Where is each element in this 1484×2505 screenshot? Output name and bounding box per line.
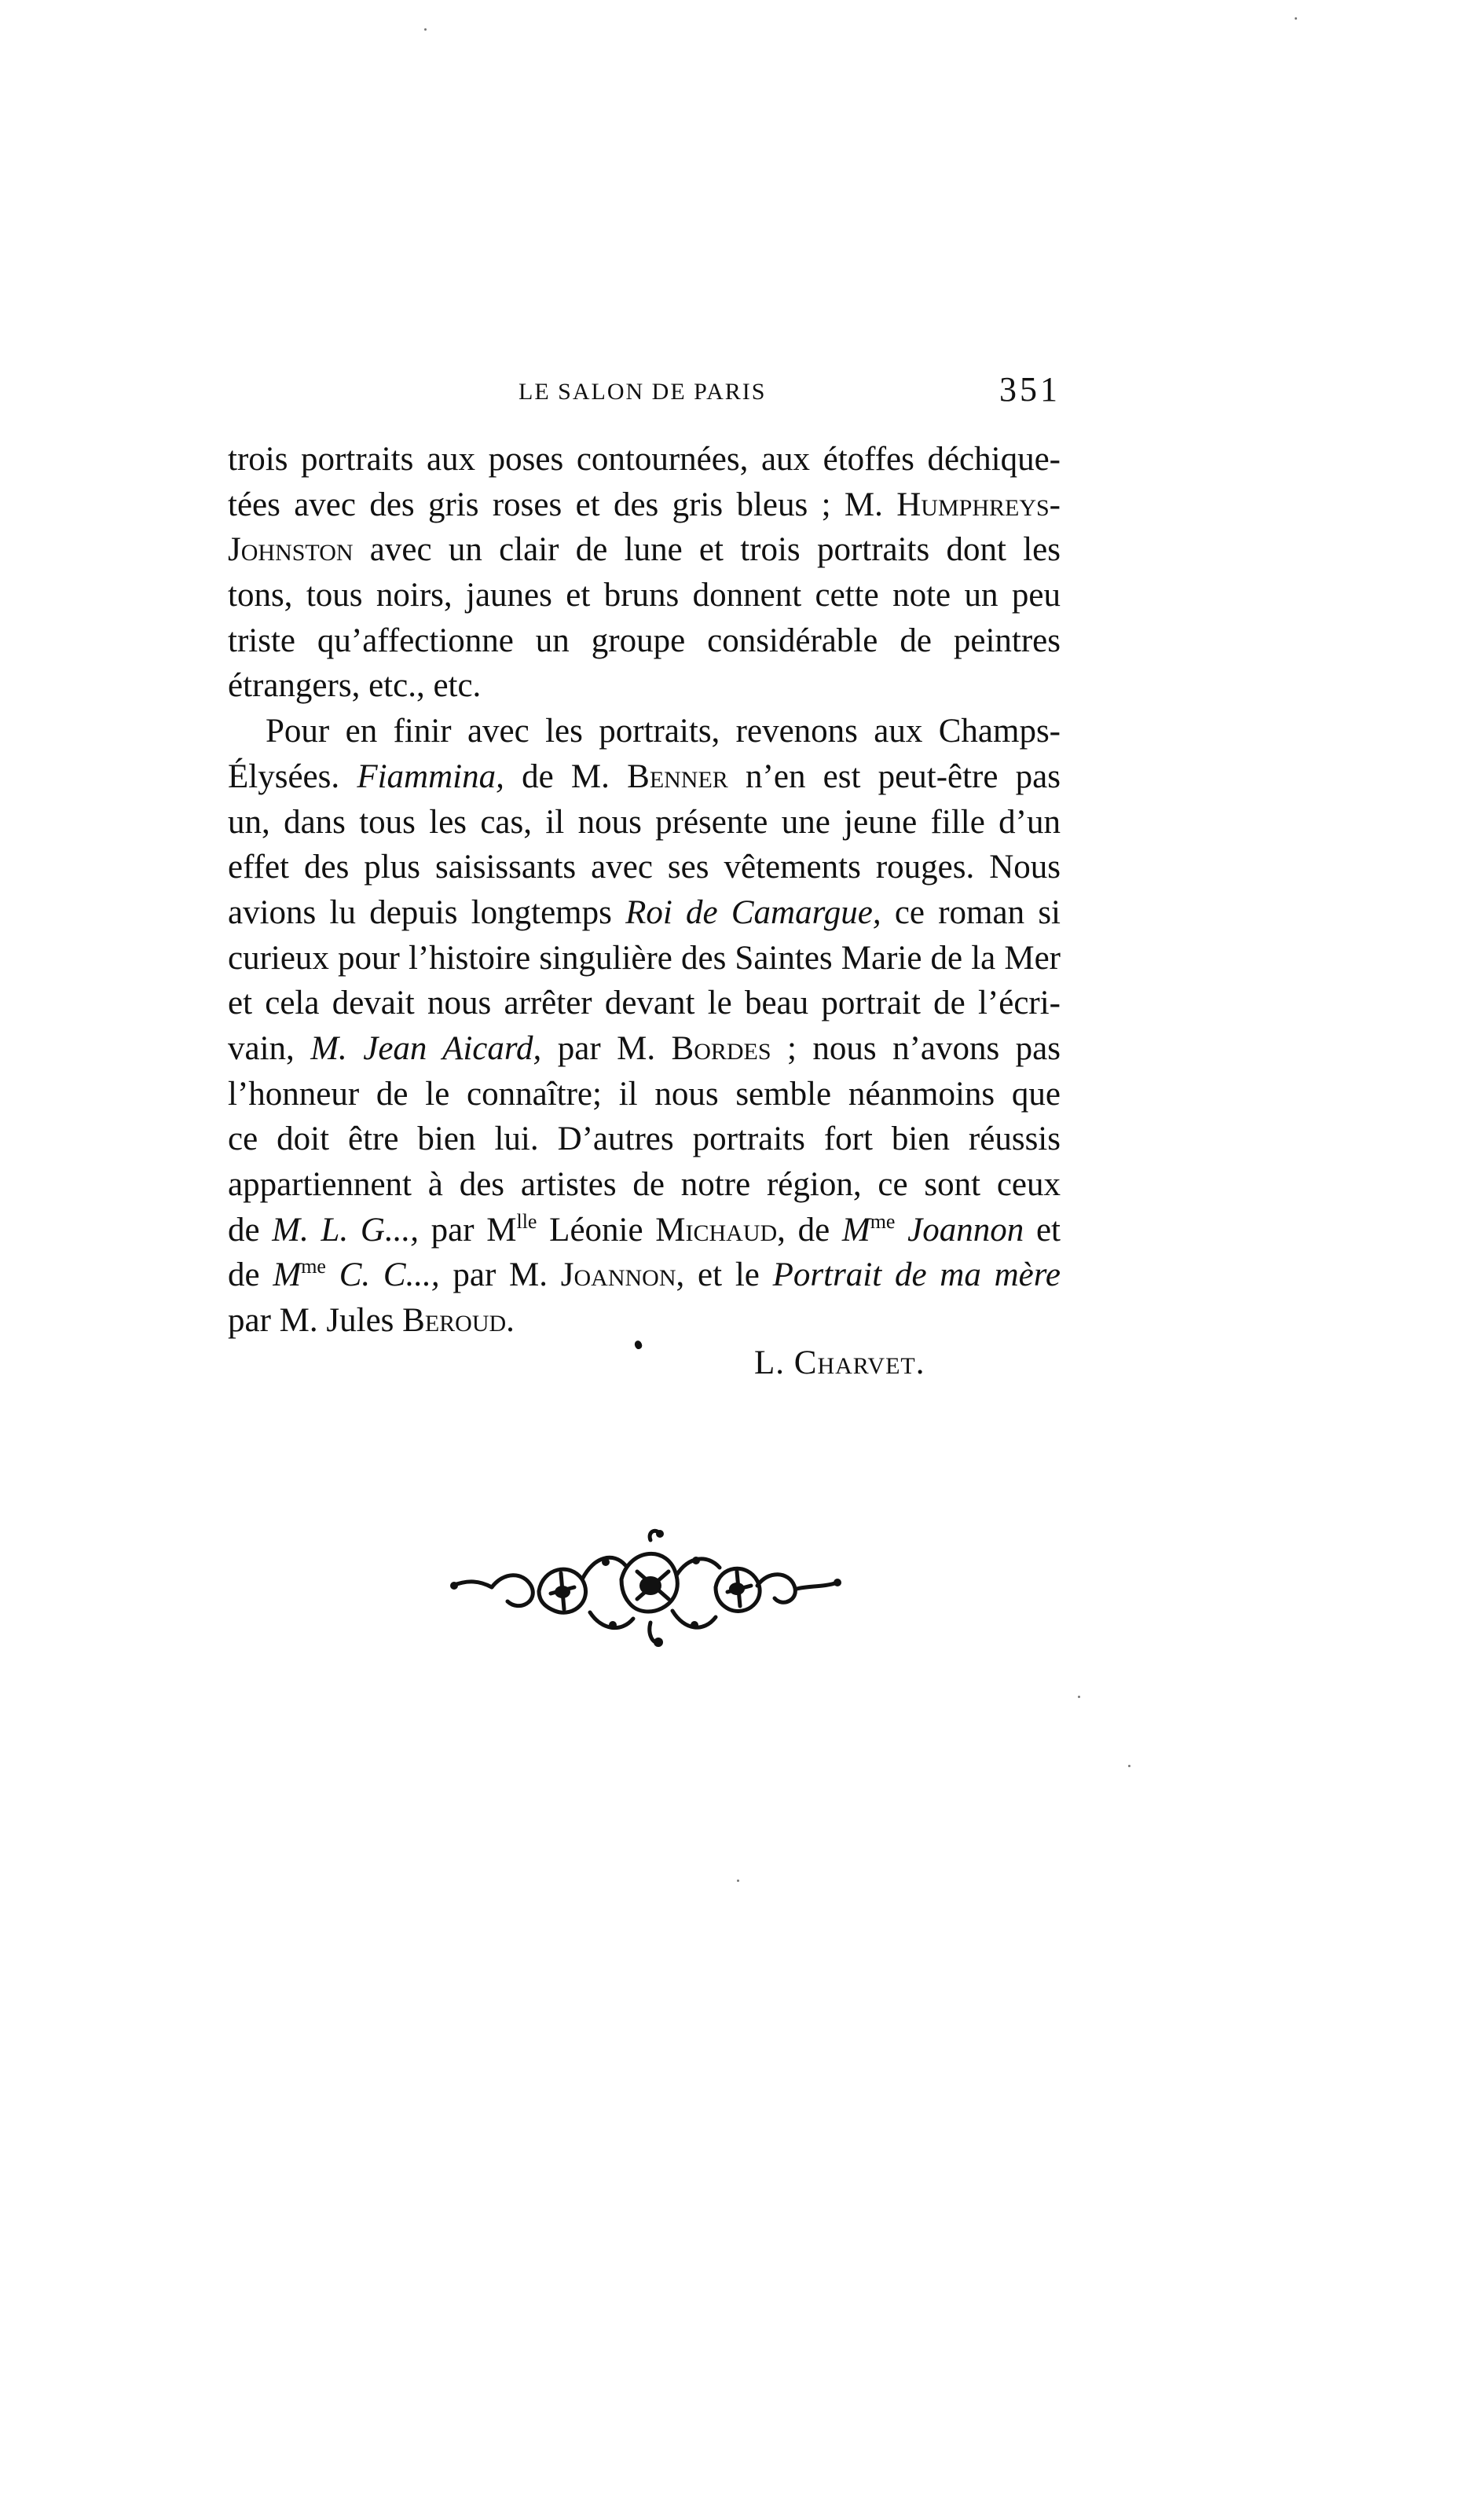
paper-speck	[1295, 17, 1297, 20]
text-line	[228, 527, 1061, 573]
text-segment: étrangers, etc., etc.	[228, 667, 482, 705]
text-segment: M. L. G...,	[272, 1211, 419, 1249]
text-segment: de M.	[504, 757, 628, 795]
text-segment: de	[228, 1256, 273, 1294]
text-line	[228, 709, 1061, 754]
text-segment: par M.	[439, 1256, 561, 1294]
text-segment: avec un clair de lune et trois portraits dont les	[353, 531, 1061, 569]
text-segment: Portrait de ma mère	[772, 1256, 1061, 1294]
text-line	[228, 663, 1061, 709]
text-line	[228, 1117, 1061, 1162]
text-segment: Roi de Camargue,	[625, 893, 881, 931]
text-segment: triste qu’affectionne un groupe considérable de peintres	[228, 622, 1061, 659]
text-segment	[895, 1212, 907, 1249]
text-segment: ce doit être bien lui. D’autres portraits fort bien réussis	[228, 1120, 1061, 1158]
text-line	[228, 800, 1061, 845]
page-number: 351	[999, 370, 1061, 409]
text-segment: appartiennent à des artistes de notre région, ce sont ceux	[228, 1166, 1061, 1203]
text-line	[228, 981, 1061, 1026]
text-segment: Léonie	[537, 1211, 656, 1249]
text-segment	[326, 1256, 339, 1293]
text-segment: curieux pour l’histoire singulière des Saintes Marie de la Mer	[228, 939, 1061, 977]
text-segment: M	[273, 1256, 302, 1294]
text-segment: et le	[684, 1256, 773, 1294]
text-segment: Fiammina,	[357, 757, 504, 795]
text-segment: Benner	[627, 757, 728, 795]
text-segment: Élysées.	[228, 757, 357, 795]
text-segment: Joannon,	[560, 1256, 685, 1294]
text-line	[228, 1252, 1061, 1298]
running-title: LE SALON DE PARIS	[518, 379, 767, 405]
text-segment: Pour en finir avec les portraits, revenons aux Champs-	[266, 713, 1061, 750]
text-line	[228, 1298, 1061, 1344]
text-segment: vain,	[228, 1029, 311, 1067]
text-line	[228, 437, 1061, 482]
text-segment: et cela devait nous arrêter devant le beau portrait de l’écri-	[228, 985, 1061, 1022]
paper-speck	[737, 1880, 739, 1882]
text-line	[228, 754, 1061, 800]
text-segment: me	[870, 1209, 896, 1233]
text-segment: Humphreys-	[896, 486, 1061, 523]
text-line	[228, 1072, 1061, 1117]
text-segment: et	[1024, 1211, 1061, 1249]
text-segment: Beroud.	[402, 1302, 515, 1340]
text-segment: par M. Jules	[228, 1302, 403, 1340]
text-line	[228, 1208, 1061, 1253]
text-line	[228, 573, 1061, 618]
text-line	[228, 890, 1061, 936]
paper-speck	[424, 28, 427, 31]
text-segment: tées avec des gris roses et des gris bleus ; M.	[228, 486, 897, 523]
text-line	[228, 845, 1061, 890]
text-segment: de	[228, 1211, 273, 1249]
text-segment: un, dans tous les cas, il nous présente une jeune fille d’un	[228, 803, 1061, 841]
text-segment: tons, tous noirs, jaunes et bruns donnent cette note un peu	[228, 577, 1061, 614]
text-segment: de	[785, 1211, 842, 1249]
text-segment: effet des plus saisissants avec ses vêtements rouges. Nous	[228, 849, 1061, 886]
text-segment: Bordes	[671, 1029, 771, 1067]
text-segment: Johnston	[228, 531, 354, 569]
body-text	[228, 437, 1061, 1344]
text-segment: par M.	[541, 1029, 672, 1067]
text-segment: M. Jean Aicard,	[310, 1029, 542, 1067]
text-segment: C. C...,	[339, 1256, 440, 1294]
text-line	[228, 482, 1061, 528]
text-line	[228, 936, 1061, 981]
text-segment: avions lu depuis longtemps	[228, 893, 626, 931]
running-head	[228, 369, 1061, 416]
text-segment: M	[841, 1211, 870, 1249]
paper-speck	[1078, 1696, 1080, 1698]
text-segment: Michaud,	[655, 1211, 786, 1249]
signature-initial: L.	[754, 1344, 794, 1381]
author-signature	[754, 1344, 925, 1382]
text-segment: par M	[418, 1211, 517, 1249]
paper-speck	[1128, 1765, 1130, 1767]
text-line	[228, 1162, 1061, 1208]
text-segment: ; nous n’avons pas	[771, 1029, 1061, 1067]
text-line	[228, 1026, 1061, 1072]
floral-tailpiece-ornament	[445, 1524, 845, 1658]
text-segment: me	[301, 1255, 326, 1278]
text-segment: n’en est peut-être pas	[727, 757, 1061, 795]
text-segment: ce roman si	[881, 893, 1061, 931]
text-segment: lle	[516, 1209, 537, 1233]
text-segment: l’honneur de le connaître; il nous semble néanmoins que	[228, 1075, 1061, 1113]
text-segment: Joannon	[907, 1211, 1024, 1249]
text-segment: trois portraits aux poses contournées, aux étoffes déchique-	[228, 441, 1061, 478]
text-line	[228, 618, 1061, 664]
signature-name: Charvet.	[793, 1344, 925, 1381]
